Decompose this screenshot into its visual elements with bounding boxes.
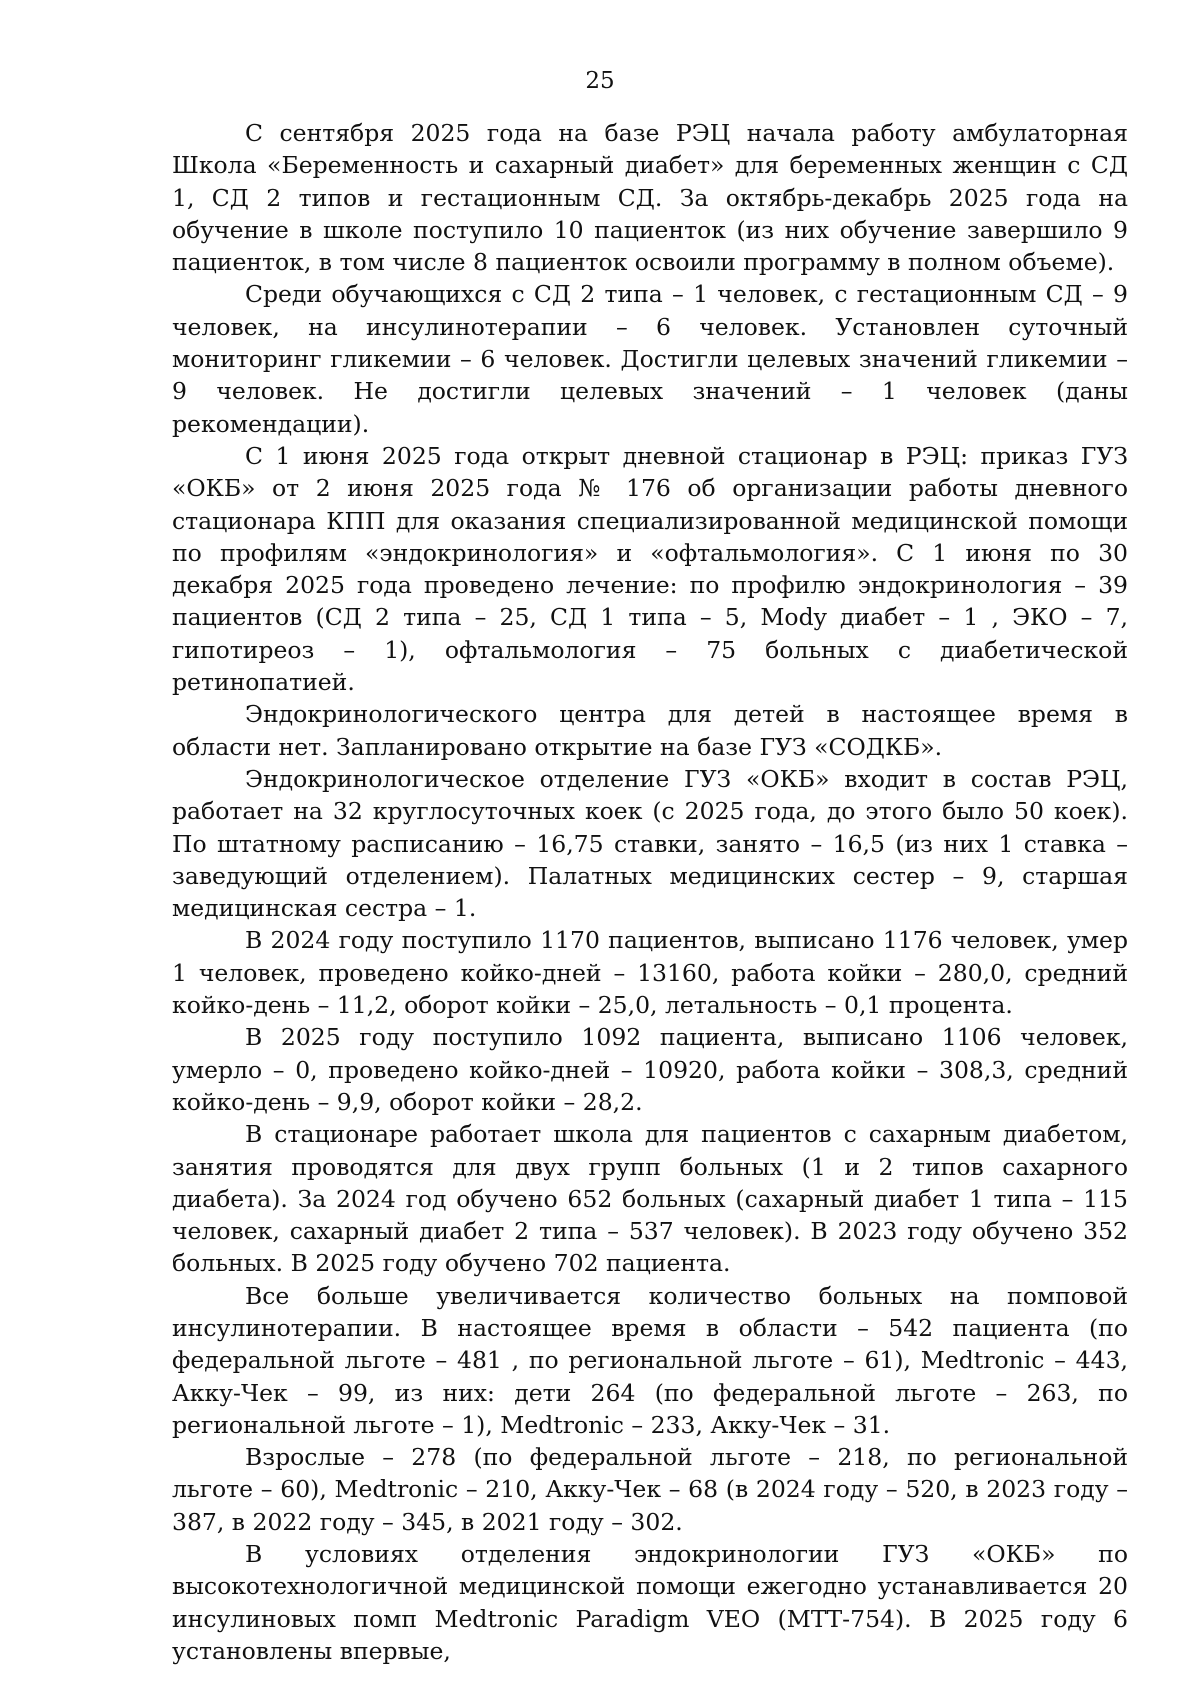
paragraph: Среди обучающихся с СД 2 типа – 1 человек, с гестационным СД – 9 человек, на инсулинотерапии – 6 человек. Установлен суточный мониторинг гликемии – 6 человек. Достигли целевых значений гликемии – 9 человек. Не достигли целевых значений – 1 человек (даны рекомендации). <box>172 280 1128 438</box>
paragraph: Все больше увеличивается количество больных на помповой инсулинотерапии. В настоящее время в области – 542 пациента (по федеральной льготе – 481 , по региональной льготе – 61), Medtronic – 443, Акку-Чек – 99, из них: дети 264 (по федеральной льготе – 263, по региональной льготе – 1), Medtronic – 233, Акку-Чек – 31. <box>172 1281 1128 1439</box>
paragraph: В 2024 году поступило 1170 пациентов, выписано 1176 человек, умер 1 человек, проведено койко-дней – 13160, работа койки – 280,0, средний койко-день – 11,2, оборот койки – 25,0, летальность – 0,1 процента. <box>172 926 1128 1020</box>
document-body <box>172 117 1128 1667</box>
paragraph: В условиях отделения эндокринологии ГУЗ «ОКБ» по высокотехнологичной медицинской помощи ежегодно устанавливается 20 инсулиновых помп Medtronic Paradigm VEO (МТТ-754). В 2025 году 6 установлены впервые, <box>172 1540 1128 1665</box>
paragraph: Эндокринологического центра для детей в настоящее время в области нет. Запланировано открытие на базе ГУЗ «СОДКБ». <box>172 700 1128 761</box>
paragraph: Взрослые – 278 (по федеральной льготе – 218, по региональной льготе – 60), Medtronic – 210, Акку-Чек – 68 (в 2024 году – 520, в 2023 году – 387, в 2022 году – 345, в 2021 году – 302. <box>172 1443 1128 1536</box>
paragraph: В стационаре работает школа для пациентов с сахарным диабетом, занятия проводятся для двух групп больных (1 и 2 типов сахарного диабета). За 2024 год обучено 652 больных (сахарный диабет 1 типа – 115 человек, сахарный диабет 2 типа – 537 человек). В 2023 году обучено 352 больных. В 2025 году обучено 702 пациента. <box>172 1120 1128 1278</box>
paragraph: В 2025 году поступило 1092 пациента, выписано 1106 человек, умерло – 0, проведено койко-дней – 10920, работа койки – 308,3, средний койко-день – 9,9, оборот койки – 28,2. <box>172 1023 1128 1116</box>
paragraph: С 1 июня 2025 года открыт дневной стационар в РЭЦ: приказ ГУЗ «ОКБ» от 2 июня 2025 года № 176 об организации работы дневного стационара КПП для оказания специализированной медицинской помощи по профилям «эндокринология» и «офтальмология». С 1 июня по 30 декабря 2025 года проведено лечение: по профилю эндокринология – 39 пациентов (СД 2 типа – 25, СД 1 типа – 5, Mody диабет – 1 , ЭКО – 7, гипотиреоз – 1), офтальмология – 75 больных с диабетической ретинопатией. <box>172 441 1128 697</box>
paragraph: Эндокринологическое отделение ГУЗ «ОКБ» входит в состав РЭЦ, работает на 32 круглосуточных коек (с 2025 года, до этого было 50 коек). По штатному расписанию – 16,75 ставки, занято – 16,5 (из них 1 ставка – заведующий отделением). Палатных медицинских сестер – 9, старшая медицинская сестра – 1. <box>172 764 1128 923</box>
paragraph: С сентября 2025 года на базе РЭЦ начала работу амбулаторная Школа «Беременность и сахарный диабет» для беременных женщин с СД 1, СД 2 типов и гестационным СД. За октябрь-декабрь 2025 года на обучение в школе поступило 10 пациенток (из них обучение завершило 9 пациенток, в том числе 8 пациенток освоили программу в полном объеме). <box>172 119 1128 277</box>
page-number: 25 <box>585 68 615 94</box>
